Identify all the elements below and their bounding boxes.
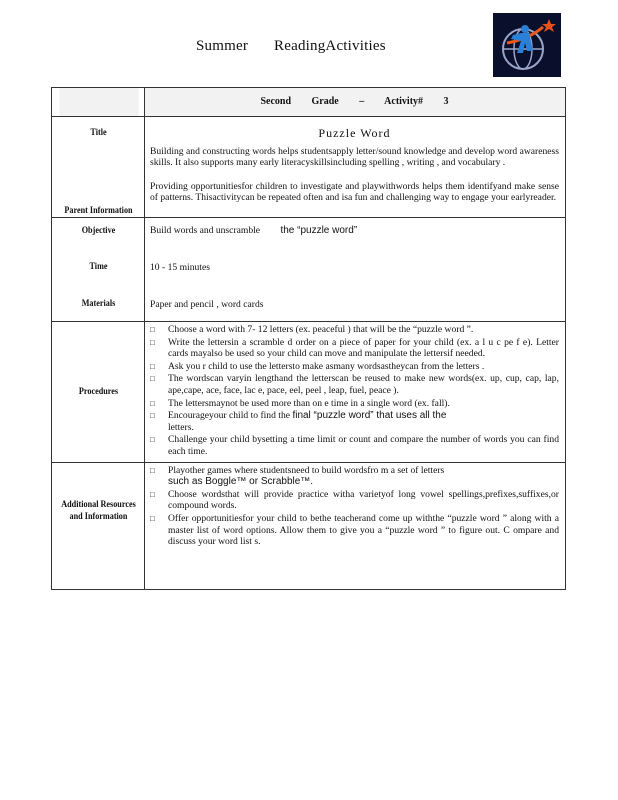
procedure-item: □ Choose a word with 7- 12 letters (ex. peaceful ) that will be the “puzzle word ”. — [150, 324, 559, 336]
additional-list — [150, 463, 559, 552]
activity-table — [51, 87, 566, 590]
materials-value: Paper and pencil , word cards — [150, 299, 264, 310]
activity-title-value: Puzzle Word — [318, 126, 391, 140]
materials-label: Materials — [81, 299, 115, 309]
objective-label: Objective — [81, 226, 115, 236]
additional-row — [52, 462, 566, 589]
additional-item-1b: such as Boggle™ or Scrabble™. — [168, 476, 314, 488]
procedure-item: □ The lettersmaynot be used more than on e time in a single word (ex. fall). — [150, 398, 559, 410]
logo — [493, 13, 561, 77]
title-word-reading: ReadingActivities — [274, 38, 386, 54]
logo-figure-icon — [493, 13, 561, 77]
procedure-item: □ Write the lettersin a scramble d order on a piece of paper for your child (ex. a l u c pe f e). Letter cards mayalso be used so your child can move and manipulate the lettersif needed. — [150, 337, 559, 360]
additional-resources-label: Additional Resources and Information — [58, 462, 138, 589]
parent-information-label: Parent Information — [63, 206, 133, 216]
procedures-row — [52, 322, 566, 463]
page-title — [196, 38, 386, 55]
procedure-item-final-word — [150, 410, 559, 433]
procedure-item-6c: letters. — [168, 421, 194, 433]
additional-item-games — [150, 465, 559, 488]
header-label-cell — [58, 88, 138, 117]
procedure-item: □ The wordscan varyin lengthand the letterscan be reused to make new words(ex. up, cup, cap, lap, ape,cape, ace, face, lac e, pace, eel, peel , leap, fuel, peace ). — [150, 373, 559, 396]
additional-item-1a: Playother games where studentsneed to build wordsfro m a set of letters — [168, 464, 445, 476]
procedure-item-6b: final “puzzle word” that uses all the — [292, 410, 447, 422]
header-row — [52, 88, 566, 117]
title-parent-row — [52, 117, 566, 218]
time-value: 10 - 15 minutes — [150, 262, 210, 273]
objective-time-materials-row — [52, 218, 566, 322]
objective-value-b: the “puzzle word” — [280, 225, 358, 236]
objective-value — [150, 218, 559, 254]
otm-content — [145, 218, 566, 322]
time-label: Time — [88, 262, 108, 272]
procedures-label: Procedures — [58, 322, 138, 463]
additional-content — [145, 462, 566, 589]
procedures-list — [150, 322, 559, 462]
parent-info-paragraph-1: Building and constructing words helps studentsapply letter/sound knowledge and develop word awareness skills. It also supports many early literacyskillsincluding spelling , writing , and vocabulary . — [150, 145, 559, 169]
title-parent-content — [145, 117, 566, 218]
title-label: Title — [89, 128, 107, 138]
procedure-item-6a: Encourageyour child to find the — [168, 410, 291, 422]
title-word-summer: Summer — [196, 38, 249, 54]
objective-value-a: Build words and unscramble — [150, 225, 261, 236]
title-parent-labels — [58, 117, 138, 218]
additional-item: □ Offer opportunitiesfor your child to bethe teacherand come up withthe “puzzle word ” along with a master list of word options. Allow them to give you a “puzzle word ” to figure out. C ompare and discuss your word list s. — [150, 513, 559, 548]
additional-item: □ Choose wordsthat will provide practice witha varietyof long vowel spellings,prefixes,suffixes,or compound words. — [150, 489, 559, 512]
procedure-item: □ Ask you r child to use the lettersto make asmany wordsastheycan from the letters . — [150, 361, 559, 373]
procedure-item: □ Challenge your child bysetting a time limit or count and compare the number of words you can find each time. — [150, 434, 559, 457]
procedures-content — [145, 322, 566, 463]
otm-labels — [58, 218, 138, 322]
grade-activity-header: Second Grade – Activity# 3 — [145, 88, 566, 117]
parent-info-paragraph-2: Providing opportunitiesfor children to investigate and playwithwords helps them identifyand make sense of patterns. Thisactivitycan be repeated often and isa fun and challenging way to engage your earlyreader. — [150, 180, 559, 204]
